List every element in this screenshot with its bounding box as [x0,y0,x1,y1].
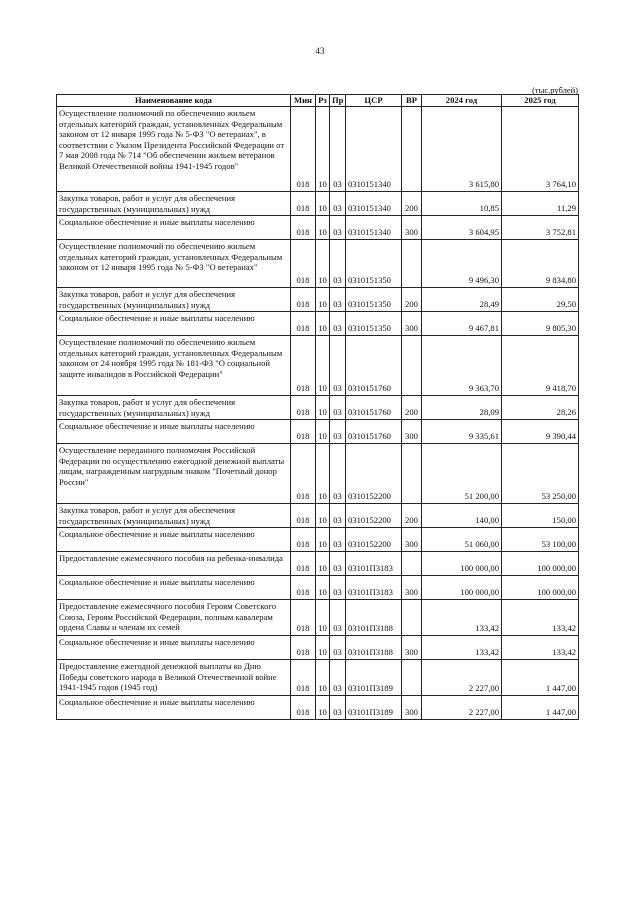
cell-pr: 03 [330,396,346,420]
header-2024: 2024 год [422,95,502,107]
cell-vr: 300 [402,420,422,444]
cell-2025: 1 447,00 [502,660,579,696]
cell-2024: 3 615,80 [422,107,502,192]
units-label: (тыс.рублей) [532,85,578,95]
cell-rz: 10 [316,312,330,336]
cell-csr: 0310151760 [346,396,402,420]
table-row [57,396,579,420]
cell-2024: 133,42 [422,600,502,636]
cell-vr: 200 [402,192,422,216]
cell-name: Закупка товаров, работ и услуг для обеспечения государственных (муниципальных) нужд [57,504,291,528]
cell-2025: 100 000,00 [502,576,579,600]
cell-csr: 0310152200 [346,504,402,528]
cell-2025: 11,29 [502,192,579,216]
cell-rz: 10 [316,288,330,312]
cell-pr: 03 [330,312,346,336]
table-row [57,504,579,528]
cell-name: Социальное обеспечение и иные выплаты населению [57,636,291,660]
cell-2024: 9 496,30 [422,240,502,288]
cell-2024: 100 000,00 [422,576,502,600]
cell-name: Закупка товаров, работ и услуг для обеспечения государственных (муниципальных) нужд [57,288,291,312]
table-row [57,660,579,696]
cell-pr: 03 [330,420,346,444]
cell-rz: 10 [316,444,330,504]
cell-name: Социальное обеспечение и иные выплаты населению [57,216,291,240]
cell-2025: 53 100,00 [502,528,579,552]
cell-2024: 9 335,61 [422,420,502,444]
table-row [57,216,579,240]
cell-min: 018 [291,444,316,504]
cell-rz: 10 [316,396,330,420]
cell-2024: 133,42 [422,636,502,660]
cell-rz: 10 [316,576,330,600]
page-number: 43 [315,46,325,56]
cell-2025: 3 764,10 [502,107,579,192]
cell-name: Предоставление ежемесячного пособия на ребенка-инвалида [57,552,291,576]
cell-name: Социальное обеспечение и иные выплаты населению [57,528,291,552]
cell-name: Социальное обеспечение и иные выплаты населению [57,696,291,720]
cell-min: 018 [291,528,316,552]
cell-name: Социальное обеспечение и иные выплаты населению [57,420,291,444]
cell-vr: 300 [402,576,422,600]
cell-2024: 2 227,00 [422,660,502,696]
cell-pr: 03 [330,660,346,696]
header-vr: ВР [402,95,422,107]
table-row [57,420,579,444]
cell-csr: 0310151340 [346,107,402,192]
cell-vr: 300 [402,216,422,240]
cell-name: Предоставление ежегодной денежной выплаты ко Дню Победы советского народа в Великой Отечественной войне 1941-1945 годов (1945 год) [57,660,291,696]
cell-2025: 133,42 [502,636,579,660]
cell-pr: 03 [330,552,346,576]
cell-vr: 300 [402,696,422,720]
cell-2025: 53 250,00 [502,444,579,504]
table-header-row [57,95,579,107]
cell-vr [402,336,422,396]
cell-2025: 3 752,81 [502,216,579,240]
cell-2025: 9 418,70 [502,336,579,396]
cell-rz: 10 [316,552,330,576]
cell-name: Осуществление полномочий по обеспечению жильем отдельных категорий граждан, установленных Федеральным законом от 12 января 1995 года № 5-ФЗ "О ветеранах", в соответствии с Указом Президента Российской Федерации от 7 мая 2008 года № 714 "Об обеспечении жильем ветеранов Великой Отечественной войны 1941-1945 годов" [57,107,291,192]
cell-pr: 03 [330,504,346,528]
cell-min: 018 [291,396,316,420]
header-min: Мин [291,95,316,107]
cell-vr: 200 [402,504,422,528]
cell-name: Осуществление переданного полномочия Российской Федерации по осуществлению ежегодной денежной выплаты лицам, награжденным нагрудным знаком "Почетный донор России" [57,444,291,504]
cell-vr: 300 [402,312,422,336]
cell-pr: 03 [330,288,346,312]
table-row [57,600,579,636]
cell-pr: 03 [330,336,346,396]
cell-2025: 1 447,00 [502,696,579,720]
table-row [57,528,579,552]
cell-name: Закупка товаров, работ и услуг для обеспечения государственных (муниципальных) нужд [57,192,291,216]
cell-2025: 29,50 [502,288,579,312]
cell-2024: 10,85 [422,192,502,216]
cell-csr: 03101П3188 [346,600,402,636]
cell-csr: 0310151350 [346,288,402,312]
cell-pr: 03 [330,444,346,504]
cell-2024: 140,00 [422,504,502,528]
cell-min: 018 [291,240,316,288]
cell-csr: 03101П3183 [346,576,402,600]
cell-vr: 200 [402,396,422,420]
cell-csr: 0310151340 [346,216,402,240]
cell-2025: 9 834,80 [502,240,579,288]
header-rz: Рз [316,95,330,107]
cell-pr: 03 [330,240,346,288]
cell-vr: 300 [402,528,422,552]
cell-2024: 9 363,70 [422,336,502,396]
cell-pr: 03 [330,107,346,192]
cell-csr: 0310151760 [346,420,402,444]
header-csr: ЦСР [346,95,402,107]
cell-2024: 28,09 [422,396,502,420]
cell-rz: 10 [316,696,330,720]
cell-2024: 9 467,81 [422,312,502,336]
cell-2024: 3 604,95 [422,216,502,240]
cell-rz: 10 [316,504,330,528]
cell-rz: 10 [316,660,330,696]
cell-min: 018 [291,552,316,576]
cell-csr: 03101П3189 [346,660,402,696]
cell-2025: 9 805,30 [502,312,579,336]
cell-min: 018 [291,192,316,216]
cell-min: 018 [291,504,316,528]
cell-min: 018 [291,107,316,192]
cell-min: 018 [291,660,316,696]
cell-vr: 300 [402,636,422,660]
cell-min: 018 [291,216,316,240]
table-row [57,576,579,600]
table-row [57,240,579,288]
cell-rz: 10 [316,192,330,216]
budget-table [56,94,579,720]
cell-rz: 10 [316,240,330,288]
cell-2025: 9 390,44 [502,420,579,444]
cell-vr [402,600,422,636]
cell-min: 018 [291,312,316,336]
table-row [57,312,579,336]
cell-2024: 51 060,00 [422,528,502,552]
cell-name: Социальное обеспечение и иные выплаты населению [57,312,291,336]
table-row [57,107,579,192]
cell-2025: 150,00 [502,504,579,528]
cell-vr [402,552,422,576]
cell-name: Социальное обеспечение и иные выплаты населению [57,576,291,600]
table-row [57,192,579,216]
cell-csr: 0310152200 [346,528,402,552]
table-row [57,336,579,396]
cell-2025: 28,26 [502,396,579,420]
cell-csr: 03101П3183 [346,552,402,576]
table-row [57,636,579,660]
cell-vr [402,444,422,504]
table-row [57,552,579,576]
cell-rz: 10 [316,420,330,444]
cell-rz: 10 [316,216,330,240]
cell-name: Предоставление ежемесячного пособия Героям Советского Союза, Героям Российской Федерации, полным кавалерам ордена Славы и членам их семей [57,600,291,636]
header-pr: Пр [330,95,346,107]
cell-min: 018 [291,420,316,444]
table-row [57,444,579,504]
cell-pr: 03 [330,192,346,216]
cell-vr [402,240,422,288]
cell-2024: 28,49 [422,288,502,312]
cell-name: Осуществление полномочий по обеспечению жильем отдельных категорий граждан, установленных Федеральным законом от 24 ноября 1995 года № 181-ФЗ "О социальной защите инвалидов в Российской Федерации" [57,336,291,396]
cell-min: 018 [291,600,316,636]
cell-min: 018 [291,696,316,720]
cell-2024: 100 000,00 [422,552,502,576]
cell-csr: 03101П3188 [346,636,402,660]
cell-vr [402,660,422,696]
header-name: Наименование кода [57,95,291,107]
cell-csr: 03101П3189 [346,696,402,720]
cell-vr [402,107,422,192]
cell-csr: 0310151350 [346,312,402,336]
cell-min: 018 [291,336,316,396]
cell-vr: 200 [402,288,422,312]
cell-2024: 2 227,00 [422,696,502,720]
header-2025: 2025 год [502,95,579,107]
cell-csr: 0310151350 [346,240,402,288]
table-row [57,696,579,720]
cell-2024: 51 200,00 [422,444,502,504]
cell-pr: 03 [330,576,346,600]
cell-min: 018 [291,636,316,660]
cell-rz: 10 [316,528,330,552]
cell-pr: 03 [330,636,346,660]
cell-rz: 10 [316,107,330,192]
cell-pr: 03 [330,600,346,636]
cell-min: 018 [291,576,316,600]
cell-2025: 133,42 [502,600,579,636]
cell-pr: 03 [330,528,346,552]
table-body [57,107,579,720]
cell-csr: 0310152200 [346,444,402,504]
cell-name: Закупка товаров, работ и услуг для обеспечения государственных (муниципальных) нужд [57,396,291,420]
cell-min: 018 [291,288,316,312]
cell-rz: 10 [316,636,330,660]
cell-pr: 03 [330,696,346,720]
cell-csr: 0310151760 [346,336,402,396]
cell-rz: 10 [316,600,330,636]
cell-rz: 10 [316,336,330,396]
cell-name: Осуществление полномочий по обеспечению жильем отдельных категорий граждан, установленных Федеральным законом от 12 января 1995 года № 5-ФЗ "О ветеранах" [57,240,291,288]
table-row [57,288,579,312]
cell-csr: 0310151340 [346,192,402,216]
cell-pr: 03 [330,216,346,240]
cell-2025: 100 000,00 [502,552,579,576]
